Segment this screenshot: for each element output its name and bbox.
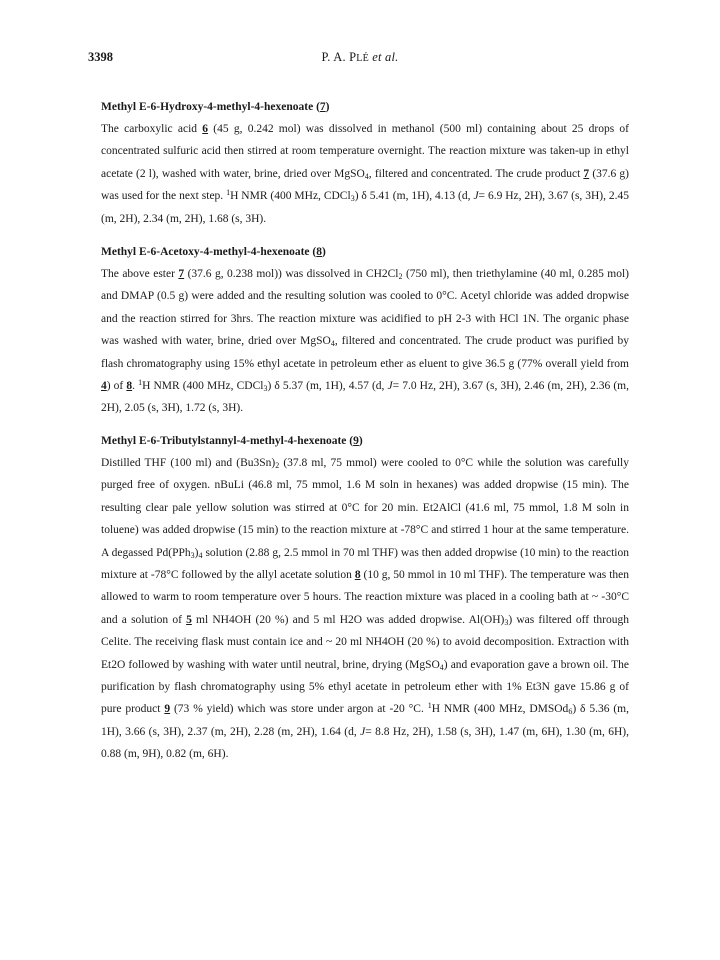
section-title-text: Methyl E-6-Hydroxy-4-methyl-4-hexenoate [101, 101, 314, 113]
section-title-text: Methyl E-6-Acetoxy-4-methyl-4-hexenoate [101, 246, 310, 258]
section-title-text: Methyl E-6-Tributylstannyl-4-methyl-4-hexenoate [101, 435, 347, 447]
section-hydroxy-ester [101, 96, 629, 230]
running-head [0, 50, 720, 65]
running-head-authors: P. A. P [321, 50, 357, 64]
section-title: Methyl E-6-Acetoxy-4-methyl-4-hexenoate (8) [101, 246, 326, 258]
compound-ref: 9 [353, 435, 359, 447]
section-body: The above ester 7 (37.6 g, 0.238 mol)) was dissolved in $CH2Cl_2$ (750 ml), then triethylamine (40 ml, 0.285 mol) and DMAP (0.5 g) were added and the resulting solution was cooled to 0°C. Acetyl chloride was added dropwise and the reaction stirred for 3hrs. The reaction mixture was acidified to pH 2-3 with HCl 1N. The organic phase was washed with water, brine, dried over MgSO$_4$, filtered and concentrated. The crude product was purified by flash chromatography using 15% ethyl acetate in petroleum ether as eluent to give 36.5 g (77% overall yield from 4) of 8. $^1$H NMR (400 MHz, CDCl$_3$) δ 5.37 (m, 1H), 4.57 (d, J= 7.0 Hz, 2H), 3.67 (s, 3H), 2.46 (m, 2H), 2.36 (m, 2H), 2.05 (s, 3H), 1.72 (s, 3H). [101, 268, 630, 415]
section-body: Distilled THF (100 ml) and $(Bu3Sn)_2$ (37.8 ml, 75 mmol) were cooled to 0°C while the solution was carefully purged free of oxygen. nBuLi (46.8 ml, 75 mmol, 1.6 M soln in hexanes) was added dropwise (15 min). The resulting clear pale yellow solution was stirred at 0°C for 20 min. Et2AlCl (41.6 ml, 75 mmol, 1.8 M soln in toluene) was added dropwise (15 min) to the reaction mixture at -78°C and stirred 1 hour at the same temperature. A degassed $Pd(PPh_3)_4$ solution (2.88 g, 2.5 mmol in 70 ml THF) was then added dropwise (10 min) to the reaction mixture at -78°C followed by the allyl acetate solution 8 (10 g, 50 mmol in 10 ml THF). The temperature was then allowed to warm to room temperature over 5 hours. The reaction mixture was placed in a cooling bath at ~ -30°C and a solution of 5 ml NH4OH (20 %) and 5 ml H2O was added dropwise. $Al(OH)_3$) was filtered off through Celite. The receiving flask must contain ice and ~ 20 ml NH4OH (20 %) to avoid decomposition. Extraction with Et2O followed by washing with water until neutral, brine, drying (MgSO$_4$) and evaporation gave a brown oil. The purification by flash chromatography using 5% ethyl acetate in petroleum ether with 1% Et3N gave 15.86 g of pure product 9 (73 % yield) which was store under argon at -20 °C. $^1$H NMR (400 MHz, DMSOd$_6$) δ 5.36 (m, 1H), 3.66 (s, 3H), 2.37 (m, 2H), 2.28 (m, 2H), 1.64 (d, J= 8.8 Hz, 2H), 1.58 (s, 3H), 1.47 (m, 6H), 1.30 (m, 6H), 0.88 (m, 9H), 0.82 (m, 6H). [101, 457, 629, 761]
compound-ref: 8 [316, 246, 323, 258]
section-acetoxy-ester [101, 241, 629, 420]
section-body: The carboxylic acid 6 (45 g, 0.242 mol) was dissolved in methanol (500 ml) containing about 25 drops of concentrated sulfuric acid then stirred at room temperature overnight. The reaction mixture was taken-up in ethyl acetate (2 l), washed with water, brine, dried over MgSO$_4$, filtered and concentrated. The crude product 7 (37.6 g) was used for the next step. $^1$H NMR (400 MHz, CDCl$_3$) δ 5.41 (m, 1H), 4.13 (d, J= 6.9 Hz, 2H), 3.67 (s, 3H), 2.45 (m, 2H), 2.34 (m, 2H), 1.68 (s, 3H). [101, 123, 630, 225]
page-number: 3398 [88, 50, 113, 64]
section-tributylstannyl-ester [101, 430, 629, 766]
section-title: Methyl E-6-Hydroxy-4-methyl-4-hexenoate (7) [101, 101, 330, 113]
compound-ref: 7 [319, 101, 326, 113]
running-head-et-al: et al. [368, 50, 399, 64]
running-head-authors-smallcaps: LÉ [356, 53, 369, 64]
section-title: Methyl E-6-Tributylstannyl-4-methyl-4-hexenoate (9) [101, 435, 363, 447]
